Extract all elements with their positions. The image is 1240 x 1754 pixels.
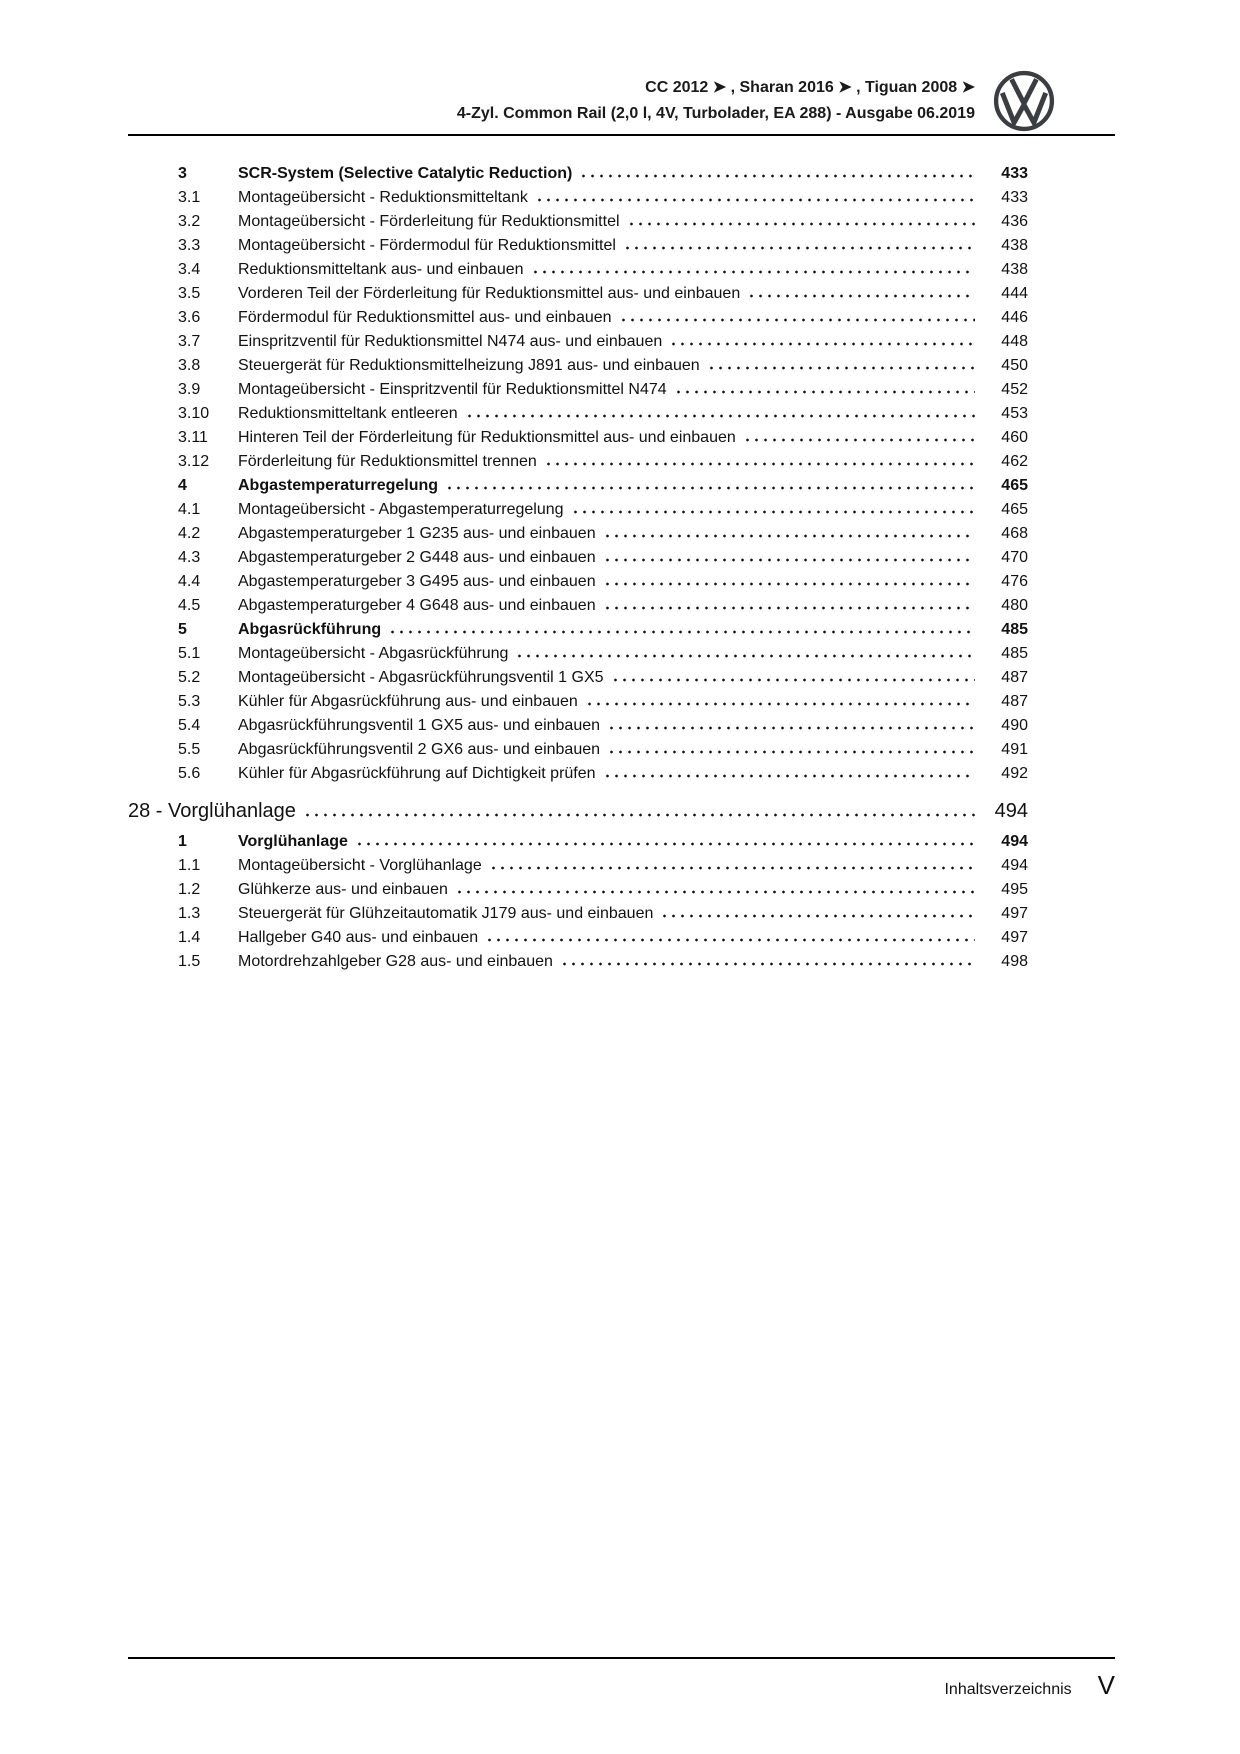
toc-row-number: 5.4 xyxy=(178,717,201,734)
toc-row-title: Fördermodul für Reduktionsmittel aus- und einbauen xyxy=(238,309,612,326)
dot-leader xyxy=(489,866,975,870)
footer-rule xyxy=(128,1657,1115,1659)
toc-row-title: Montageübersicht - Abgastemperaturregelung xyxy=(238,501,564,518)
toc-row-title: Montageübersicht - Fördermodul für Reduktionsmittel xyxy=(238,237,616,254)
dot-leader xyxy=(388,630,975,634)
toc-row-title: Abgastemperaturregelung xyxy=(238,477,439,494)
dot-leader xyxy=(743,438,975,442)
toc-row-title: Montageübersicht - Abgasrückführungsventil 1 GX5 xyxy=(238,669,604,686)
toc-row-number: 3.8 xyxy=(178,357,201,374)
toc-row xyxy=(128,258,1028,282)
dot-leader xyxy=(515,654,975,658)
toc-row-number: 5.3 xyxy=(178,693,201,710)
toc-row-page: 492 xyxy=(1001,765,1028,782)
toc-row xyxy=(128,762,1028,786)
toc-row-title: Abgastemperaturgeber 3 G495 aus- und einbauen xyxy=(238,573,596,590)
toc-row-page: 476 xyxy=(1001,573,1028,590)
toc-row-page: 438 xyxy=(1001,261,1028,278)
toc-row-page: 495 xyxy=(1001,881,1028,898)
toc-row-title: Abgastemperaturgeber 1 G235 aus- und einbauen xyxy=(238,525,596,542)
dot-leader xyxy=(627,222,975,226)
toc-row-page: 487 xyxy=(1001,693,1028,710)
dot-leader xyxy=(560,962,975,966)
toc-row-number: 3.1 xyxy=(178,189,201,206)
toc-row-page: 487 xyxy=(1001,669,1028,686)
toc-row-number: 1.4 xyxy=(178,929,201,946)
toc-row-number: 3.4 xyxy=(178,261,201,278)
dot-leader xyxy=(579,174,975,178)
dot-leader xyxy=(465,414,975,418)
toc-row-title: SCR-System (Selective Catalytic Reduction) xyxy=(238,165,573,182)
toc-row xyxy=(128,522,1028,546)
toc-row-page: 462 xyxy=(1001,453,1028,470)
vw-logo-icon xyxy=(993,70,1055,132)
dot-leader xyxy=(603,606,975,610)
toc-row-title: Einspritzventil für Reduktionsmittel N474 aus- und einbauen xyxy=(238,333,663,350)
toc-row xyxy=(128,830,1028,854)
toc-row-page: 450 xyxy=(1001,357,1028,374)
toc-row-page: 485 xyxy=(1001,621,1028,638)
toc-row-title: Glühkerze aus- und einbauen xyxy=(238,881,448,898)
toc-row xyxy=(128,902,1028,926)
dot-leader xyxy=(535,198,975,202)
toc-row xyxy=(128,714,1028,738)
dot-leader xyxy=(611,678,975,682)
toc-row-number: 4.1 xyxy=(178,501,201,518)
toc-row-title: 28 - Vorglühanlage xyxy=(128,800,296,822)
toc-row-page: 465 xyxy=(1001,501,1028,518)
page-header xyxy=(128,70,1115,132)
toc-row-number: 5.5 xyxy=(178,741,201,758)
toc-row-title: Hinteren Teil der Förderleitung für Reduktionsmittel aus- und einbauen xyxy=(238,429,736,446)
toc-row-page: 448 xyxy=(1001,333,1028,350)
toc-row-number: 1 xyxy=(178,833,187,850)
toc-row-number: 3 xyxy=(178,165,187,182)
toc-row-page: 465 xyxy=(1001,477,1028,494)
toc-row-number: 4 xyxy=(178,477,187,494)
toc-row-page: 485 xyxy=(1001,645,1028,662)
toc-row-title: Steuergerät für Reduktionsmittelheizung J891 aus- und einbauen xyxy=(238,357,700,374)
toc-row-title: Kühler für Abgasrückführung aus- und einbauen xyxy=(238,693,578,710)
footer-label: Inhaltsverzeichnis xyxy=(944,1681,1072,1698)
toc-row xyxy=(128,950,1028,974)
dot-leader xyxy=(603,534,975,538)
toc-row-title: Motordrehzahlgeber G28 aus- und einbauen xyxy=(238,953,553,970)
toc-row xyxy=(128,426,1028,450)
toc-row-page: 497 xyxy=(1001,929,1028,946)
toc-row-page: 494 xyxy=(1001,833,1028,850)
toc-row-page: 438 xyxy=(1001,237,1028,254)
toc-row-number: 3.7 xyxy=(178,333,201,350)
dot-leader xyxy=(707,366,975,370)
toc-row-title: Abgasrückführung xyxy=(238,621,382,638)
dot-leader xyxy=(303,813,975,817)
toc-row xyxy=(128,690,1028,714)
toc-row xyxy=(128,594,1028,618)
toc-row-number: 1.3 xyxy=(178,905,201,922)
toc-row-page: 490 xyxy=(1001,717,1028,734)
toc-row-number: 3.10 xyxy=(178,405,210,422)
toc-row-title: Montageübersicht - Vorglühanlage xyxy=(238,857,482,874)
toc-row xyxy=(128,162,1028,186)
dot-leader xyxy=(619,318,975,322)
toc-row xyxy=(128,402,1028,426)
toc-row xyxy=(128,234,1028,258)
toc-row xyxy=(128,210,1028,234)
toc-row-number: 3.9 xyxy=(178,381,201,398)
toc-row xyxy=(128,378,1028,402)
toc-row-page: 480 xyxy=(1001,597,1028,614)
toc-row-page: 436 xyxy=(1001,213,1028,230)
toc-row-number: 3.5 xyxy=(178,285,201,302)
toc-row xyxy=(128,926,1028,950)
toc-row-title: Reduktionsmitteltank aus- und einbauen xyxy=(238,261,524,278)
toc-row-title: Abgastemperaturgeber 4 G648 aus- und einbauen xyxy=(238,597,596,614)
toc-row-title: Abgasrückführungsventil 1 GX5 aus- und einbauen xyxy=(238,717,601,734)
toc-row xyxy=(128,546,1028,570)
page-footer xyxy=(128,1670,1115,1701)
toc-row xyxy=(128,854,1028,878)
dot-leader xyxy=(485,938,975,942)
toc-row-page: 460 xyxy=(1001,429,1028,446)
dot-leader xyxy=(660,914,975,918)
toc-row xyxy=(128,306,1028,330)
toc-row-number: 3.6 xyxy=(178,309,201,326)
toc-row-title: Montageübersicht - Reduktionsmitteltank xyxy=(238,189,528,206)
toc-row xyxy=(128,330,1028,354)
toc-row-title: Förderleitung für Reduktionsmittel trennen xyxy=(238,453,537,470)
dot-leader xyxy=(585,702,975,706)
toc-row-number: 1.1 xyxy=(178,857,201,874)
toc-row-title: Montageübersicht - Förderleitung für Reduktionsmittel xyxy=(238,213,620,230)
dot-leader xyxy=(531,270,975,274)
dot-leader xyxy=(445,486,975,490)
toc-row xyxy=(128,474,1028,498)
toc-row-page: 453 xyxy=(1001,405,1028,422)
dot-leader xyxy=(455,890,975,894)
dot-leader xyxy=(544,462,975,466)
toc-row-title: Vorderen Teil der Förderleitung für Reduktionsmittel aus- und einbauen xyxy=(238,285,741,302)
toc-row-number: 4.4 xyxy=(178,573,201,590)
toc-row xyxy=(128,570,1028,594)
dot-leader xyxy=(355,842,975,846)
toc-row-page: 433 xyxy=(1001,165,1028,182)
toc-row-number: 3.12 xyxy=(178,453,210,470)
toc-row xyxy=(128,738,1028,762)
toc-row xyxy=(128,642,1028,666)
toc-row-number: 1.2 xyxy=(178,881,201,898)
toc-row-number: 5.2 xyxy=(178,669,201,686)
toc-row-title: Vorglühanlage xyxy=(238,833,348,850)
dot-leader xyxy=(623,246,975,250)
header-engine-line: 4-Zyl. Common Rail (2,0 l, 4V, Turbolader, EA 288) - Ausgabe 06.2019 xyxy=(456,105,975,122)
toc-row-page: 498 xyxy=(1001,953,1028,970)
toc-row xyxy=(128,450,1028,474)
toc-row-number: 4.3 xyxy=(178,549,201,566)
toc-row-number: 3.3 xyxy=(178,237,201,254)
toc-row xyxy=(128,878,1028,902)
footer-page-number: V xyxy=(1097,1670,1115,1700)
toc-row-number: 1.5 xyxy=(178,953,201,970)
toc-row xyxy=(128,186,1028,210)
dot-leader xyxy=(669,342,975,346)
toc-row-page: 491 xyxy=(1001,741,1028,758)
dot-leader xyxy=(603,774,975,778)
toc-row-title: Hallgeber G40 aus- und einbauen xyxy=(238,929,479,946)
toc-row-page: 470 xyxy=(1001,549,1028,566)
toc-list xyxy=(128,162,1028,974)
toc-row-number: 3.11 xyxy=(178,429,208,446)
toc-row-number: 5 xyxy=(178,621,187,638)
header-text xyxy=(128,75,993,127)
toc-row xyxy=(128,794,1028,828)
toc-row-page: 494 xyxy=(994,800,1028,822)
toc-row-page: 468 xyxy=(1001,525,1028,542)
toc-row-page: 497 xyxy=(1001,905,1028,922)
toc-row-page: 433 xyxy=(1001,189,1028,206)
toc-row-number: 4.2 xyxy=(178,525,201,542)
header-vehicle-line: CC 2012 ➤ , Sharan 2016 ➤ , Tiguan 2008 ➤ xyxy=(645,79,975,96)
toc-row-number: 5.1 xyxy=(178,645,201,662)
toc-row xyxy=(128,282,1028,306)
toc-row-title: Montageübersicht - Abgasrückführung xyxy=(238,645,509,662)
header-rule xyxy=(128,134,1115,136)
dot-leader xyxy=(603,558,975,562)
dot-leader xyxy=(747,294,975,298)
toc-row-title: Steuergerät für Glühzeitautomatik J179 aus- und einbauen xyxy=(238,905,654,922)
toc-row-number: 4.5 xyxy=(178,597,201,614)
toc-row xyxy=(128,354,1028,378)
toc-row-title: Abgastemperaturgeber 2 G448 aus- und einbauen xyxy=(238,549,596,566)
toc-row xyxy=(128,498,1028,522)
toc-row-number: 5.6 xyxy=(178,765,201,782)
toc-row xyxy=(128,666,1028,690)
toc-row-title: Montageübersicht - Einspritzventil für Reduktionsmittel N474 xyxy=(238,381,667,398)
dot-leader xyxy=(674,390,975,394)
dot-leader xyxy=(607,726,975,730)
toc-row-page: 452 xyxy=(1001,381,1028,398)
toc-row xyxy=(128,618,1028,642)
dot-leader xyxy=(603,582,975,586)
toc-row-page: 494 xyxy=(1001,857,1028,874)
toc-row-page: 446 xyxy=(1001,309,1028,326)
toc-row-page: 444 xyxy=(1001,285,1028,302)
toc-row-title: Abgasrückführungsventil 2 GX6 aus- und einbauen xyxy=(238,741,601,758)
toc-row-title: Kühler für Abgasrückführung auf Dichtigkeit prüfen xyxy=(238,765,596,782)
dot-leader xyxy=(571,510,975,514)
toc-row-title: Reduktionsmitteltank entleeren xyxy=(238,405,458,422)
toc-row-number: 3.2 xyxy=(178,213,201,230)
dot-leader xyxy=(607,750,975,754)
